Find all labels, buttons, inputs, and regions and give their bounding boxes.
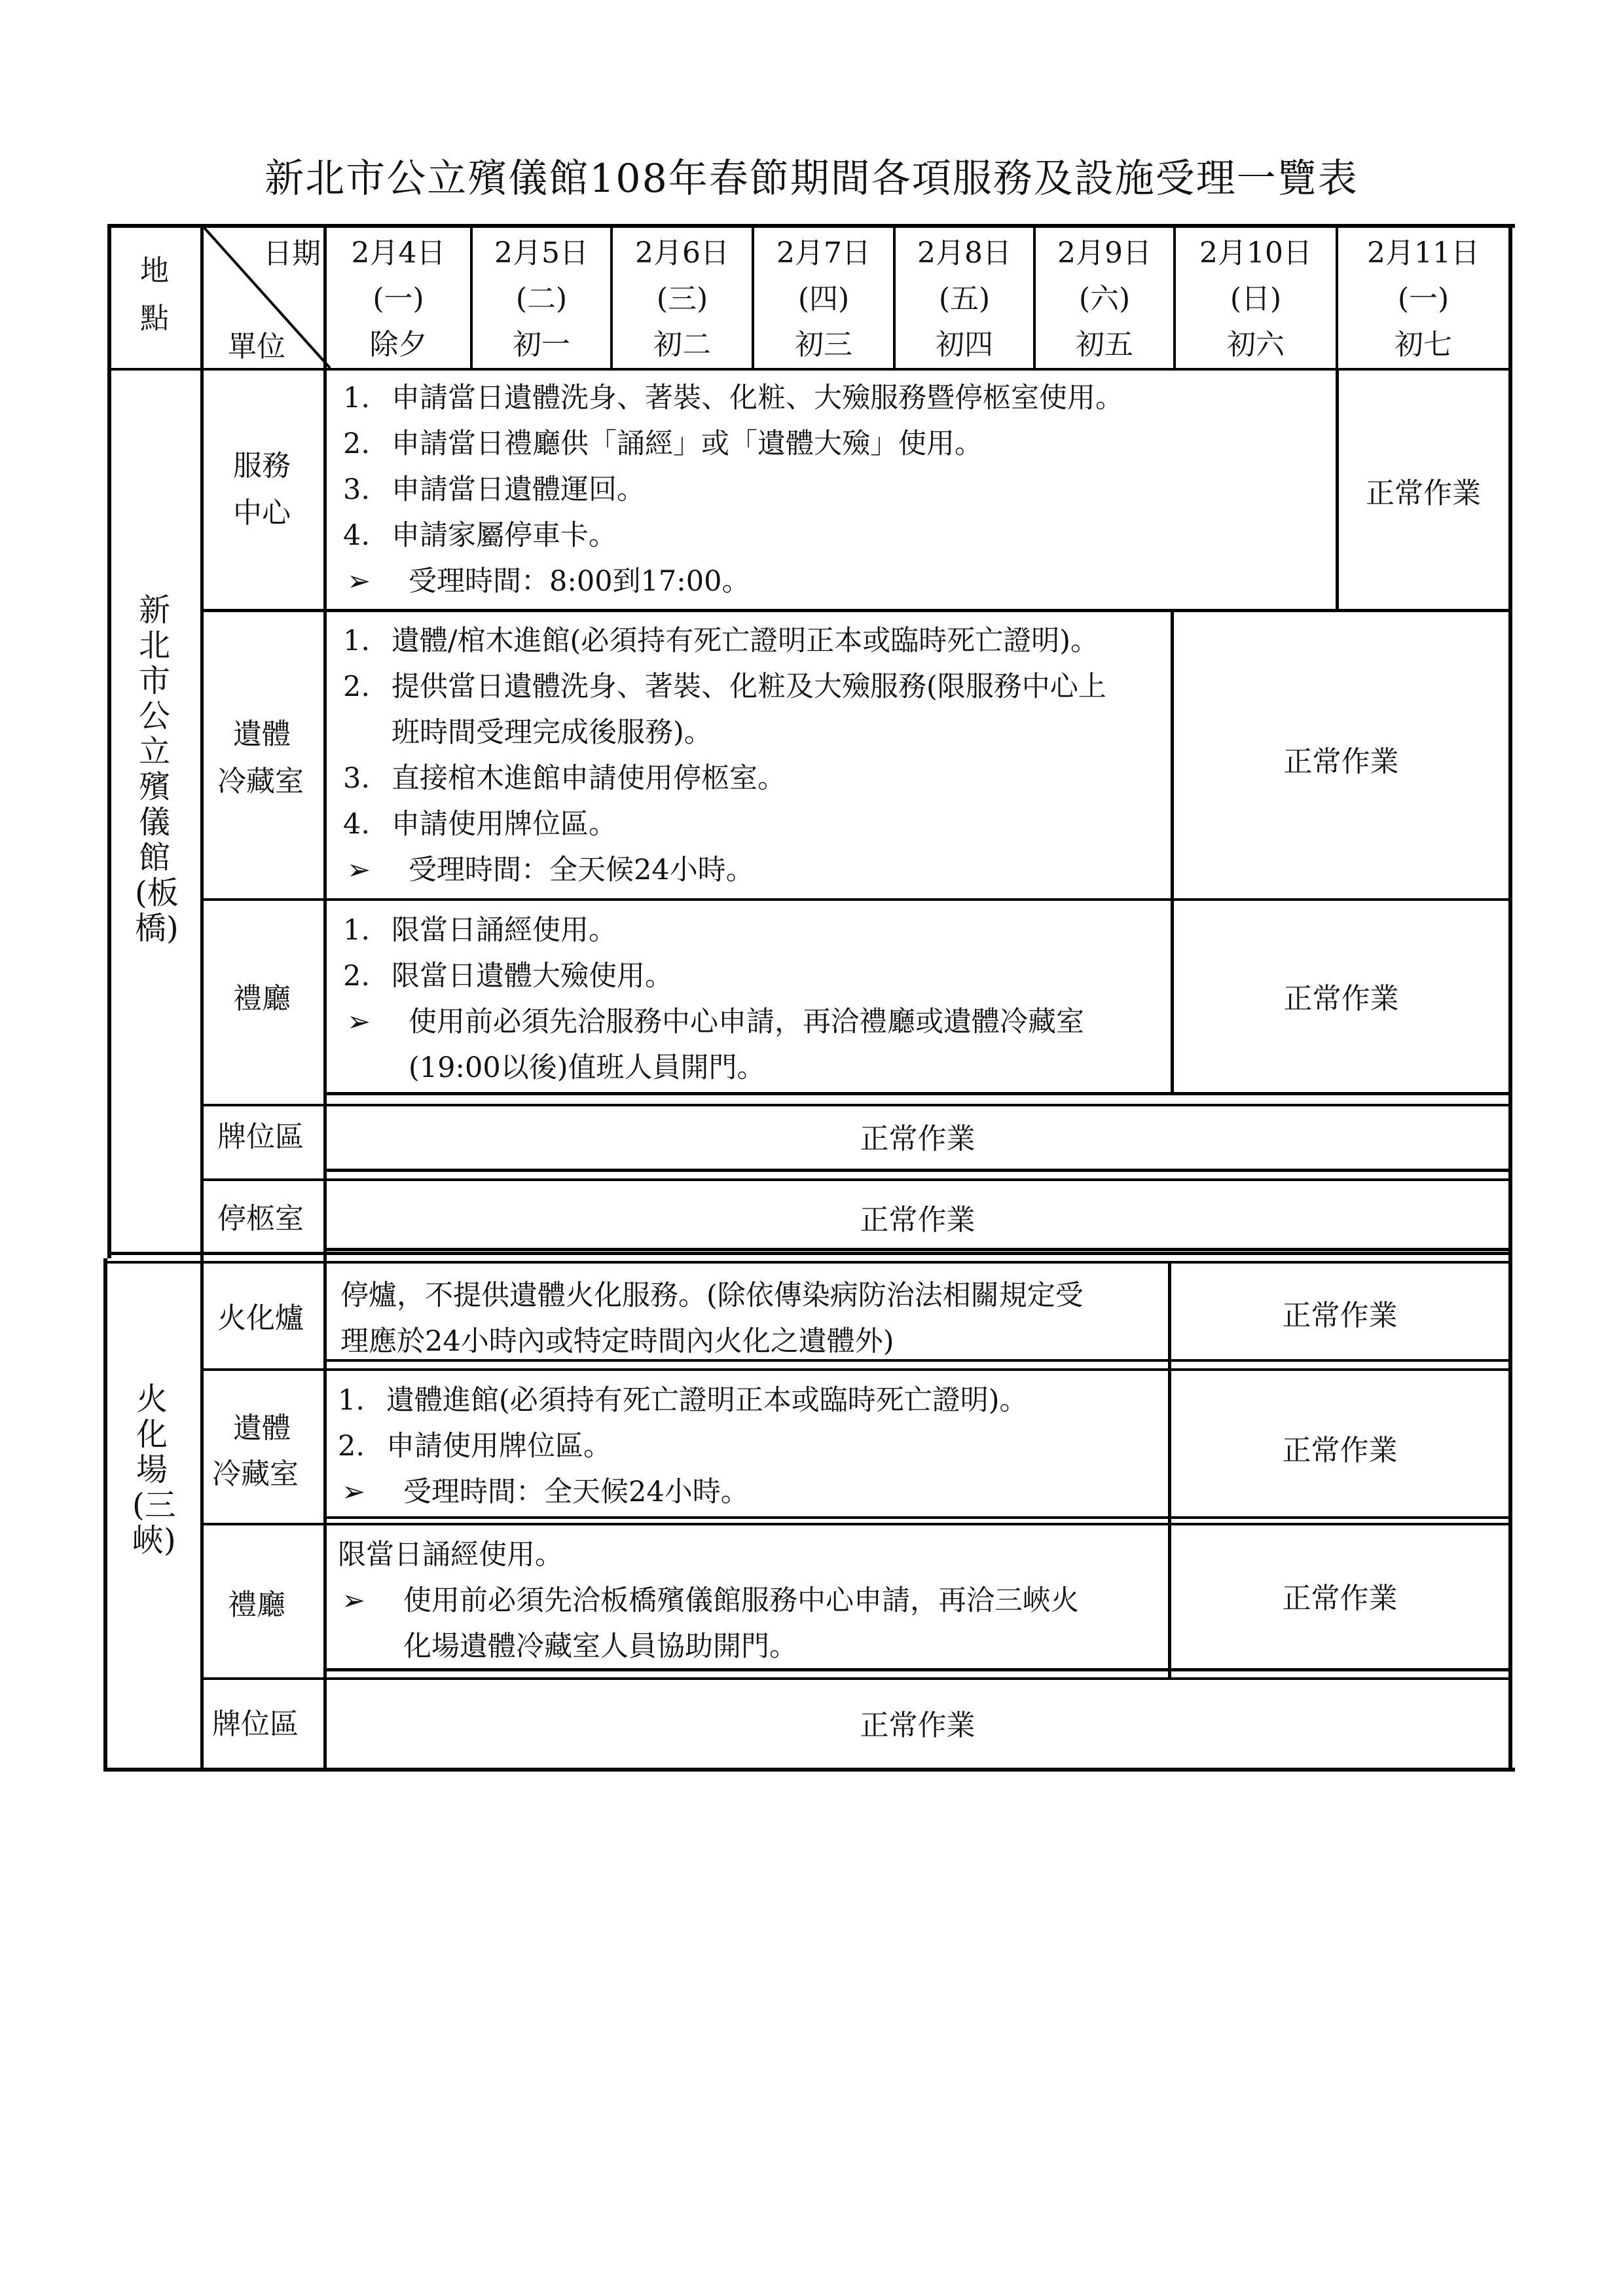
cold-storage-sanxia-items: [338, 1377, 1028, 1515]
status-hall-banqiao: 正常作業: [1283, 982, 1399, 1015]
list-item: 1. 申請當日遺體洗身、著裝、化粧、大殮服務暨停柩室使用。: [343, 382, 1123, 414]
status-coffin-room: 正常作業: [860, 1203, 976, 1237]
arrow-bullet-icon: ➢: [342, 1476, 366, 1508]
location-sanxia: 火化場(三峽): [132, 1381, 176, 1559]
status-cold-storage-banqiao: 正常作業: [1283, 745, 1399, 778]
status-tablet-area-banqiao: 正常作業: [860, 1122, 976, 1156]
list-item: 2. 申請使用牌位區。: [338, 1430, 611, 1463]
list-item: 1. 限當日誦經使用。: [343, 914, 617, 947]
list-item: 3. 申請當日遺體運回。: [343, 473, 645, 506]
status-service-center: 正常作業: [1366, 477, 1481, 510]
unit-service-center-line2: 中心: [233, 496, 291, 530]
list-item-note-cont: 化場遺體冷藏室人員協助開門。: [403, 1630, 797, 1663]
list-item-note-cont: (19:00以後)值班人員開門。: [409, 1051, 765, 1084]
list-item-note: ➢ 受理時間：全天候24小時。: [343, 847, 1106, 893]
list-item-note: ➢ 使用前必須先洽板橋殯儀館服務中心申請，再洽三峽火: [338, 1578, 1079, 1624]
list-item: 限當日誦經使用。: [338, 1539, 563, 1571]
hall-items: [343, 907, 1084, 1091]
list-item: 2. 限當日遺體大殮使用。: [343, 960, 673, 993]
status-cremator: 正常作業: [1282, 1299, 1398, 1332]
list-item: 班時間受理完成後服務)。: [392, 716, 712, 749]
status-hall-sanxia: 正常作業: [1282, 1582, 1398, 1615]
header-unit-label: 單位: [228, 330, 285, 363]
list-item: 4. 申請使用牌位區。: [343, 808, 617, 841]
arrow-bullet-icon: ➢: [342, 1584, 366, 1617]
list-item: 3. 直接棺木進館申請使用停柩室。: [343, 762, 786, 795]
service-center-items: [343, 375, 1123, 604]
list-item-note: ➢ 受理時間：全天候24小時。: [338, 1469, 1028, 1515]
hall-sanxia-items: [338, 1532, 1079, 1669]
cold-storage-items: [343, 618, 1106, 893]
list-item: 2. 提供當日遺體洗身、著裝、化粧及大殮服務(限服務中心上: [343, 670, 1106, 703]
status-cold-storage-sanxia: 正常作業: [1282, 1434, 1398, 1467]
list-item: 1. 遺體/棺木進館(必須持有死亡證明正本或臨時死亡證明)。: [343, 625, 1099, 657]
list-item: 4. 申請家屬停車卡。: [343, 519, 617, 552]
status-tablet-area-sanxia: 正常作業: [860, 1709, 976, 1742]
unit-service-center-line1: 服務: [233, 449, 291, 483]
list-item: 1. 遺體進館(必須持有死亡證明正本或臨時死亡證明)。: [338, 1384, 1028, 1417]
arrow-bullet-icon: ➢: [347, 565, 371, 598]
location-banqiao: 新北市公立殯儀館(板橋): [135, 592, 179, 947]
list-item: 2. 申請當日禮廳供「誦經」或「遺體大殮」使用。: [343, 428, 983, 460]
arrow-bullet-icon: ➢: [347, 1006, 371, 1038]
list-item-note: ➢ 受理時間：8:00到17:00。: [343, 558, 1123, 604]
list-item-note: ➢ 使用前必須先洽服務中心申請，再洽禮廳或遺體冷藏室: [343, 999, 1084, 1045]
arrow-bullet-icon: ➢: [347, 854, 371, 886]
page-title: 新北市公立殯儀館108年春節期間各項服務及設施受理一覽表: [264, 156, 1359, 202]
header-date-label: 日期: [263, 237, 321, 270]
